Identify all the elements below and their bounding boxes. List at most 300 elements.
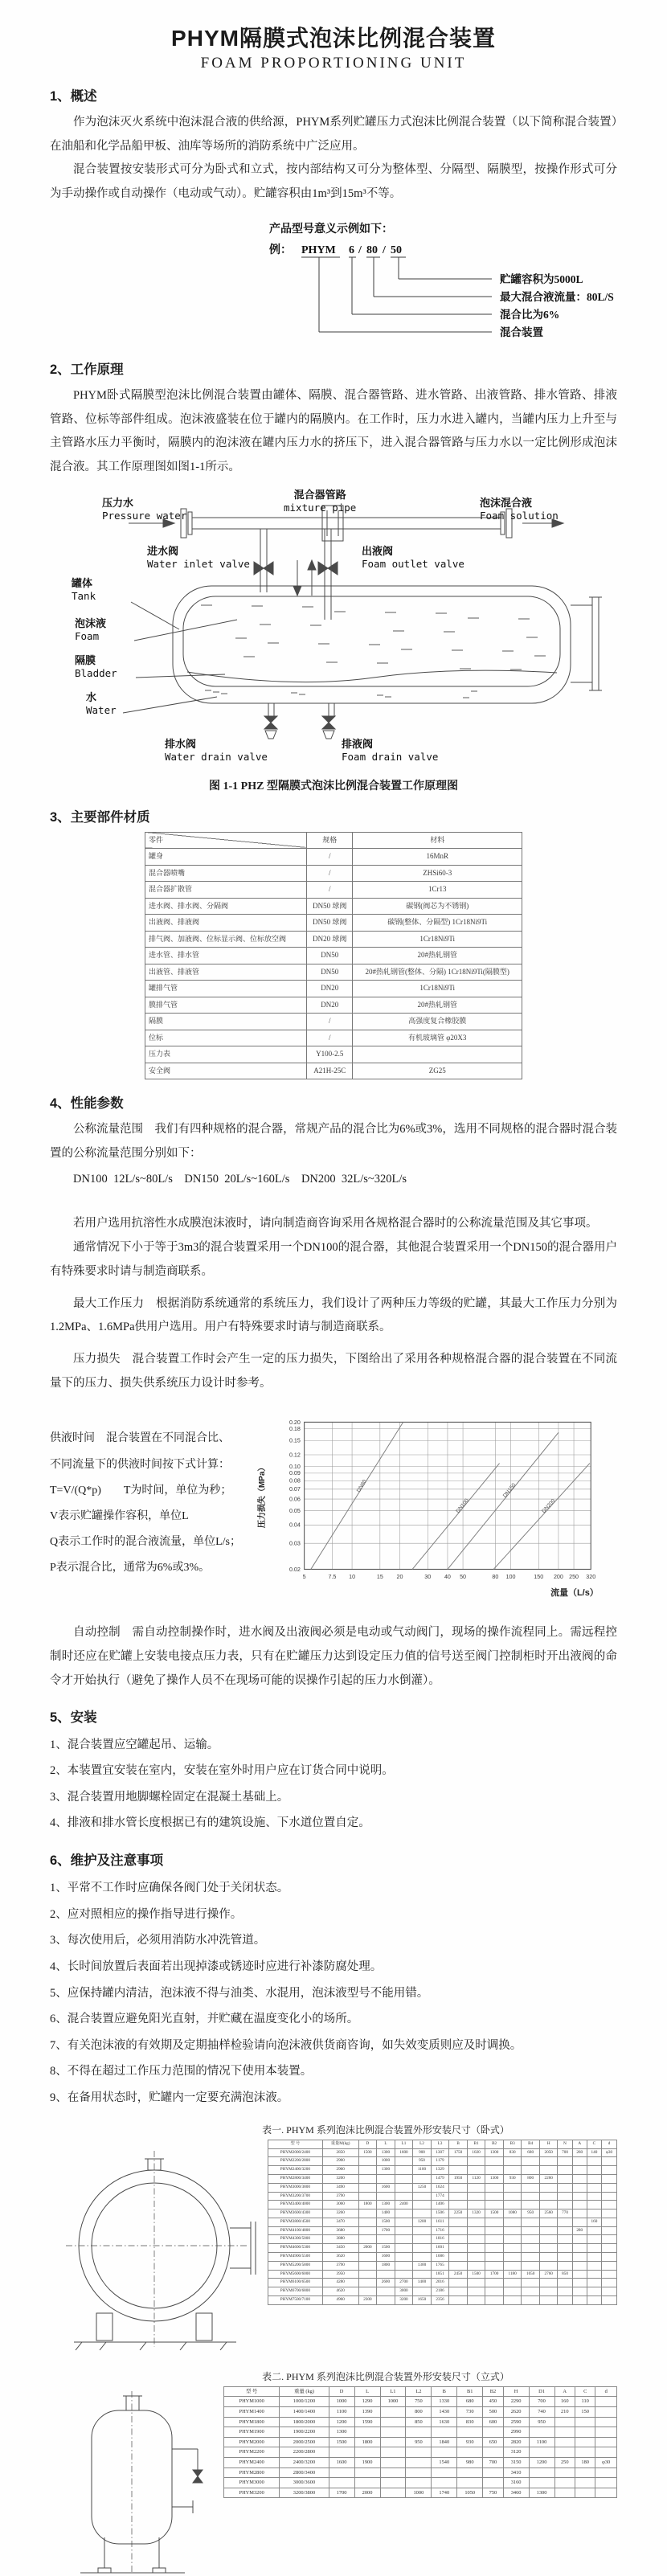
table-cell [380,2427,406,2438]
table-cell [467,2253,485,2262]
table-cell [503,2253,522,2262]
table-row [145,997,522,1014]
table-cell: 2700 [395,2279,413,2287]
table-cell: Y100-2.5 [307,1046,353,1063]
table-cell [554,2488,575,2498]
table-cell: / [307,1014,353,1030]
table-cell [503,2279,522,2287]
table-cell [395,2253,413,2262]
performance-paragraph-2: 若用户选用抗溶性水成膜泡沫液时，请向制造商咨询采用各规格混合器时的公称流量范围及其它事项。 [73,1217,598,1231]
table-cell [503,2166,522,2175]
table-header-cell: 型 号 [224,2386,280,2397]
table-row [224,2447,617,2458]
foam-liquid-texture [201,605,546,698]
table-cell [413,2253,432,2262]
table-cell [558,2174,572,2183]
table-cell [449,2296,468,2305]
table-cell: 160 [587,2218,601,2226]
model-label-flow: 最大混合液流量：80L/S [500,290,614,303]
table-cell [358,2287,377,2296]
table-cell: 3060 [322,2201,358,2209]
table-cell [595,2437,617,2447]
table-cell [358,2235,377,2244]
table-cell [575,2437,595,2447]
table-cell: 混合器扩散管 [145,882,307,899]
table-cell: 1100 [329,2406,354,2417]
table-cell [595,2488,617,2498]
table-cell: 1500 [358,2148,377,2157]
table-cell: 280 [572,2226,587,2235]
table-cell: 1816 [431,2235,449,2244]
table-row [268,2166,617,2175]
x-tick-label: 50 [460,1574,467,1581]
table-cell: PHYM2000 [224,2437,280,2447]
x-tick-label: 7.5 [328,1574,337,1581]
table-cell: A21H-25C [307,1063,353,1079]
table-cell [522,2296,540,2305]
table-cell: 排气阀、加液阀、位标显示阀、位标放空阀 [145,931,307,948]
table-cell: PHYM4900/5500 [268,2253,323,2262]
table-cell [467,2226,485,2235]
table-cell [413,2174,432,2183]
table-cell: PHYM5200/5800 [268,2261,323,2270]
table-cell [575,2488,595,2498]
table-header-cell: 规格 [307,832,353,849]
table-row [268,2174,617,2183]
table-cell [503,2157,522,2166]
label-foam-solution: 泡沫混合液 Foam solution [480,496,559,522]
table-cell: 2590 [503,2417,529,2427]
table-cell [380,2437,406,2447]
figure-caption: 图 1-1 PHZ 型隔膜式泡沫比例混合装置工作原理图 [209,780,458,792]
table-cell: PHYM3600/4300 [268,2209,323,2218]
table-cell: 4620 [322,2287,358,2296]
table-cell: 1800 [354,2437,380,2447]
table-header-cell: B1 [467,2140,485,2148]
table-cell: 1900 [354,2457,380,2467]
table-cell [377,2296,395,2305]
table-cell [432,2427,457,2438]
table-cell [483,2427,503,2438]
table-cell [354,2478,380,2488]
table-cell: DN20 [307,981,353,997]
table-cell: PHYM2000/2400 [268,2148,323,2157]
table-cell [587,2296,601,2305]
table-cell: 1300 [377,2166,395,2175]
table-cell [587,2192,601,2201]
table-cell: 1624 [431,2183,449,2192]
table-cell [329,2467,354,2478]
table-cell [539,2244,558,2253]
table-cell: 2400/3200 [280,2457,329,2467]
table-row [268,2209,617,2218]
table-cell: PHYM3000/3800 [268,2183,323,2192]
label-water-inlet-valve: 进水阀 Water inlet valve [147,544,250,570]
table-cell: 2450 [449,2270,468,2279]
table-cell [485,2226,504,2235]
table-cell [572,2261,587,2270]
list-item: 4、长时间放置后表面若出现掉漆或锈迹时应进行补漆防腐处理。 [50,1960,383,1973]
table-cell [595,2478,617,2488]
table-cell [467,2296,485,2305]
table-cell [503,2287,522,2296]
table-cell [413,2226,432,2235]
table-cell [406,2467,432,2478]
table-cell: 1300 [529,2488,554,2498]
table-cell [432,2447,457,2458]
x-tick-label: 30 [424,1574,432,1581]
table-cell [539,2192,558,2201]
table-cell [329,2447,354,2458]
table-cell: 800 [522,2174,540,2183]
table-cell [601,2296,616,2305]
table-cell: 碳钢(阀芯为不锈钢) [353,898,522,915]
table-cell: 2900 [322,2166,358,2175]
table-cell: 950 [522,2209,540,2218]
table-cell: / [307,1030,353,1046]
table-cell [467,2192,485,2201]
table-cell: 1600 [377,2183,395,2192]
table-cell [395,2226,413,2235]
table-cell [558,2279,572,2287]
table-cell [539,2166,558,2175]
table-cell [601,2201,616,2209]
table-cell [539,2253,558,2262]
table-header-cell: L [354,2386,380,2397]
section-heading-principle: 2、工作原理 [50,362,124,377]
table-cell [406,2447,432,2458]
table-cell [457,2447,483,2458]
table-cell [587,2261,601,2270]
table-cell: 210 [554,2406,575,2417]
table-cell: 1601 [431,2244,449,2253]
table-cell [467,2261,485,2270]
table-cell: 进水管、排水管 [145,948,307,964]
table-cell [353,1046,522,1063]
table-cell [395,2218,413,2226]
list-item: 2、应对照相应的操作指导进行操作。 [50,1907,243,1921]
table-cell: 2250 [449,2209,468,2218]
y-axis-label: 压力损失（MPa） [258,1464,268,1529]
list-item: 4、排液和排水管长度根据已有的建筑设施、下水道位置自定。 [50,1816,370,1830]
table-cell [449,2183,468,2192]
table-row [268,2201,617,2209]
series-label: DN200 [541,1498,557,1515]
table-cell [377,2287,395,2296]
table-cell [449,2279,468,2287]
table-cell: 20#热轧钢管(整体、分隔) 1Cr18Ni9Ti(隔膜型) [353,964,522,981]
table-cell [558,2296,572,2305]
series-label: DN80 [356,1479,369,1494]
table-cell [554,2437,575,2447]
table-cell [601,2183,616,2192]
table-cell [483,2478,503,2488]
overview-paragraph-2: 混合装置按安装形式可分为卧式和立式，按内部结构又可分为整体型、分隔型、隔膜型，按操作形式可分为手动操作或自动操作（电动或气动）。贮罐容积由1m³到15m³不等。 [50,163,617,201]
table-cell: PHYM2800 [224,2467,280,2478]
table-cell [572,2166,587,2175]
table-cell [485,2287,504,2296]
table-row [145,865,522,882]
label-mixture-pipe: 混合器管路 mixture pipe [284,488,357,514]
table-cell [539,2279,558,2287]
table-header-cell: A [572,2140,587,2148]
table-cell: 830 [503,2148,522,2157]
table-cell [485,2279,504,2287]
model-diagram-svg [66,219,628,342]
table-cell [572,2279,587,2287]
table-cell: 1600 [329,2457,354,2467]
y-tick-label: 0.04 [289,1522,301,1530]
table-cell [587,2166,601,2175]
table-cell: 1500 [467,2270,485,2279]
table-cell: 1765 [431,2261,449,2270]
table-cell [522,2287,540,2296]
table-header-row [145,832,522,849]
table-cell [483,2447,503,2458]
table-cell [554,2417,575,2427]
table-cell [539,2287,558,2296]
table-cell: 1800 [358,2201,377,2209]
table-cell: 1300 [377,2148,395,2157]
table-cell [413,2209,432,2218]
table-cell: 800 [406,2406,432,2417]
table-cell [601,2279,616,2287]
table-cell: PHYM3800/4500 [268,2218,323,2226]
table-cell: 4960 [322,2296,358,2305]
table-cell [413,2201,432,2209]
table-cell: 3790 [322,2192,358,2201]
table-cell: 1540 [432,2457,457,2467]
table-cell [587,2157,601,2166]
table-cell [558,2201,572,2209]
table-cell: 950 [406,2437,432,2447]
table-cell [572,2157,587,2166]
table-cell: 2000 [358,2244,377,2253]
table-cell [601,2287,616,2296]
table-row [145,1030,522,1046]
table-cell: 3000 [395,2287,413,2296]
label-water-drain-valve: 排水阀 Water drain valve [165,737,268,763]
table-cell [380,2457,406,2467]
vertical-dimensions-table [223,2386,617,2499]
table-cell [601,2174,616,2183]
table-cell [413,2287,432,2296]
x-axis-label: 流量（L/s） [550,1588,599,1599]
table-cell [587,2287,601,2296]
table-cell [554,2478,575,2488]
table-cell: 1800 [377,2261,395,2270]
table-cell [601,2270,616,2279]
table-cell [601,2226,616,2235]
table-row [268,2226,617,2235]
table-cell: 450 [483,2397,503,2407]
table-cell [572,2253,587,2262]
table-cell: 3200 [395,2296,413,2305]
list-item: 6、混合装置应避免阳光直射，并贮藏在温度变化小的场所。 [50,2013,359,2026]
table-cell: DN50 球阀 [307,915,353,932]
table-cell [503,2296,522,2305]
table-cell [601,2192,616,2201]
table-cell [503,2261,522,2270]
section-heading-materials: 3、主要部件材质 [50,809,150,825]
table-cell: 950 [413,2157,432,2166]
table-cell [485,2192,504,2201]
table-cell: 1400 [377,2209,395,2218]
table-cell: PHYM4600/5300 [268,2244,323,2253]
table-cell: 1600 [395,2148,413,2157]
table-cell [601,2209,616,2218]
table-row [145,915,522,932]
table-cell: 1400/1400 [280,2406,329,2417]
table-header-cell: 型 号 [268,2140,323,2148]
table-cell: 2300 [358,2296,377,2305]
table-cell [354,2447,380,2458]
table-cell: 1716 [431,2226,449,2235]
table-cell: 1000 [380,2397,406,2407]
table-cell: 1320 [467,2209,485,2218]
table-cell [467,2279,485,2287]
table-cell: 1100 [529,2437,554,2447]
table-header-cell: L2 [413,2140,432,2148]
table-cell: 180 [575,2457,595,2467]
label-tank: 罐体 Tank [72,576,96,602]
table-cell [503,2201,522,2209]
table-cell [449,2235,468,2244]
section-heading-overview: 1、概述 [50,89,97,104]
y-tick-label: 0.09 [289,1470,301,1477]
table-cell: 1100 [413,2166,432,2175]
table-cell [449,2166,468,2175]
table-cell: 750 [406,2397,432,2407]
table-cell [413,2270,432,2279]
table-cell: ZHSi60-3 [353,865,522,882]
table-cell [467,2218,485,2226]
table-cell [406,2478,432,2488]
table-cell [572,2192,587,2201]
table-cell [358,2253,377,2262]
table-row [145,948,522,964]
table-cell: 1330 [432,2397,457,2407]
table-header-cell: N [558,2140,572,2148]
principle-paragraph: PHYM卧式隔膜型泡沫比例混合装置由罐体、隔膜、混合器管路、进水管路、出液管路、排水管路、排液管路、位标等部件组成。泡沫液盛装在位于罐内的隔膜内。在工作时，压力水进入罐内，当罐内压力上升至与主管路水压力平衡时，隔膜内的泡沫液在罐内压力水的挤压下，进入混合器管路与压力水以一定比例形成泡沫混合液。其工作原理图如图1-1所示。 [50,388,617,474]
label-foam: 泡沫液 Foam [75,616,107,642]
table-cell [601,2261,616,2270]
table-cell: 2200/2800 [280,2447,329,2458]
table-cell: 3490 [322,2183,358,2192]
table-cell [539,2235,558,2244]
table-cell [558,2287,572,2296]
table-cell: 1700 [329,2488,354,2498]
table-cell: 2990 [503,2427,529,2438]
table-row [268,2218,617,2226]
table-cell [485,2235,504,2244]
x-tick-label: 40 [444,1574,452,1581]
table-cell [467,2183,485,2192]
table-cell [522,2235,540,2244]
table-cell: 1290 [354,2397,380,2407]
model-diagram-lines [301,257,492,332]
table-cell [572,2174,587,2183]
table-cell: 罐排气管 [145,981,307,997]
table-cell: PHYM6100/6500 [268,2279,323,2287]
table-cell [601,2253,616,2262]
table-cell: 2186 [431,2287,449,2296]
table-cell [529,2467,554,2478]
table-cell: 膜排气管 [145,997,307,1014]
table-cell: 680 [457,2397,483,2407]
table-row [224,2478,617,2488]
table-cell: 850 [558,2270,572,2279]
table-cell [539,2218,558,2226]
y-tick-label: 0.18 [289,1426,301,1433]
tank-schematic-svg [52,491,615,771]
table-header-cell: B [432,2386,457,2397]
table-cell [522,2192,540,2201]
model-example-line: 例： PHYM 6 / 80 / 50 [269,244,402,256]
table-cell [395,2192,413,2201]
table-cell: 3450 [322,2244,358,2253]
table-cell: PHYM1900 [224,2427,280,2438]
pressure-loss-chart [249,1408,617,1613]
table-cell: 930 [503,2174,522,2183]
table-cell [395,2183,413,2192]
table-cell: 740 [529,2406,554,2417]
table-cell [395,2261,413,2270]
table-cell: 1900/2200 [280,2427,329,2438]
x-tick-label: 250 [569,1574,579,1581]
table-cell [449,2244,468,2253]
table-cell: 1000/1200 [280,2397,329,2407]
table-cell [485,2261,504,2270]
table-cell: 高强度复合橡胶膜 [353,1014,522,1030]
table-cell [572,2218,587,2226]
table-row [224,2406,617,2417]
table-cell [558,2192,572,2201]
table-cell [329,2478,354,2488]
section-heading-maintenance: 6、维护及注意事项 [50,1853,164,1869]
table-cell [503,2192,522,2201]
table-row [268,2253,617,2262]
table-cell [595,2447,617,2458]
list-item: 5、应保持罐内清洁，泡沫液不得与油类、水混用，泡沫液型号不能用错。 [50,1986,429,2000]
table-cell: PHYM1000 [224,2397,280,2407]
table-cell [354,2467,380,2478]
table-cell: φ30 [595,2457,617,2467]
table-header-cell: D [358,2140,377,2148]
table-row [224,2437,617,2447]
label-water: 水 Water [86,690,117,716]
table-cell: / [307,865,353,882]
table-row [145,1063,522,1079]
table-cell: 有机玻璃管 φ20X3 [353,1030,522,1046]
table-cell: 1300 [485,2148,504,2157]
table-cell [601,2235,616,2244]
table-row [145,981,522,997]
table-cell [377,2192,395,2201]
table-cell: 1686 [431,2253,449,2262]
table-cell [467,2287,485,2296]
table-cell: 2560 [539,2209,558,2218]
table-cell [587,2209,601,2218]
series-line [311,1423,403,1570]
table-cell [406,2457,432,2467]
table-cell: 1179 [431,2157,449,2166]
table-header-cell: L2 [406,2386,432,2397]
y-tick-label: 0.03 [289,1541,301,1548]
table-cell [449,2261,468,2270]
table-cell: 4280 [322,2279,358,2287]
label-pressure-water: 压力水 Pressure water [102,496,187,522]
